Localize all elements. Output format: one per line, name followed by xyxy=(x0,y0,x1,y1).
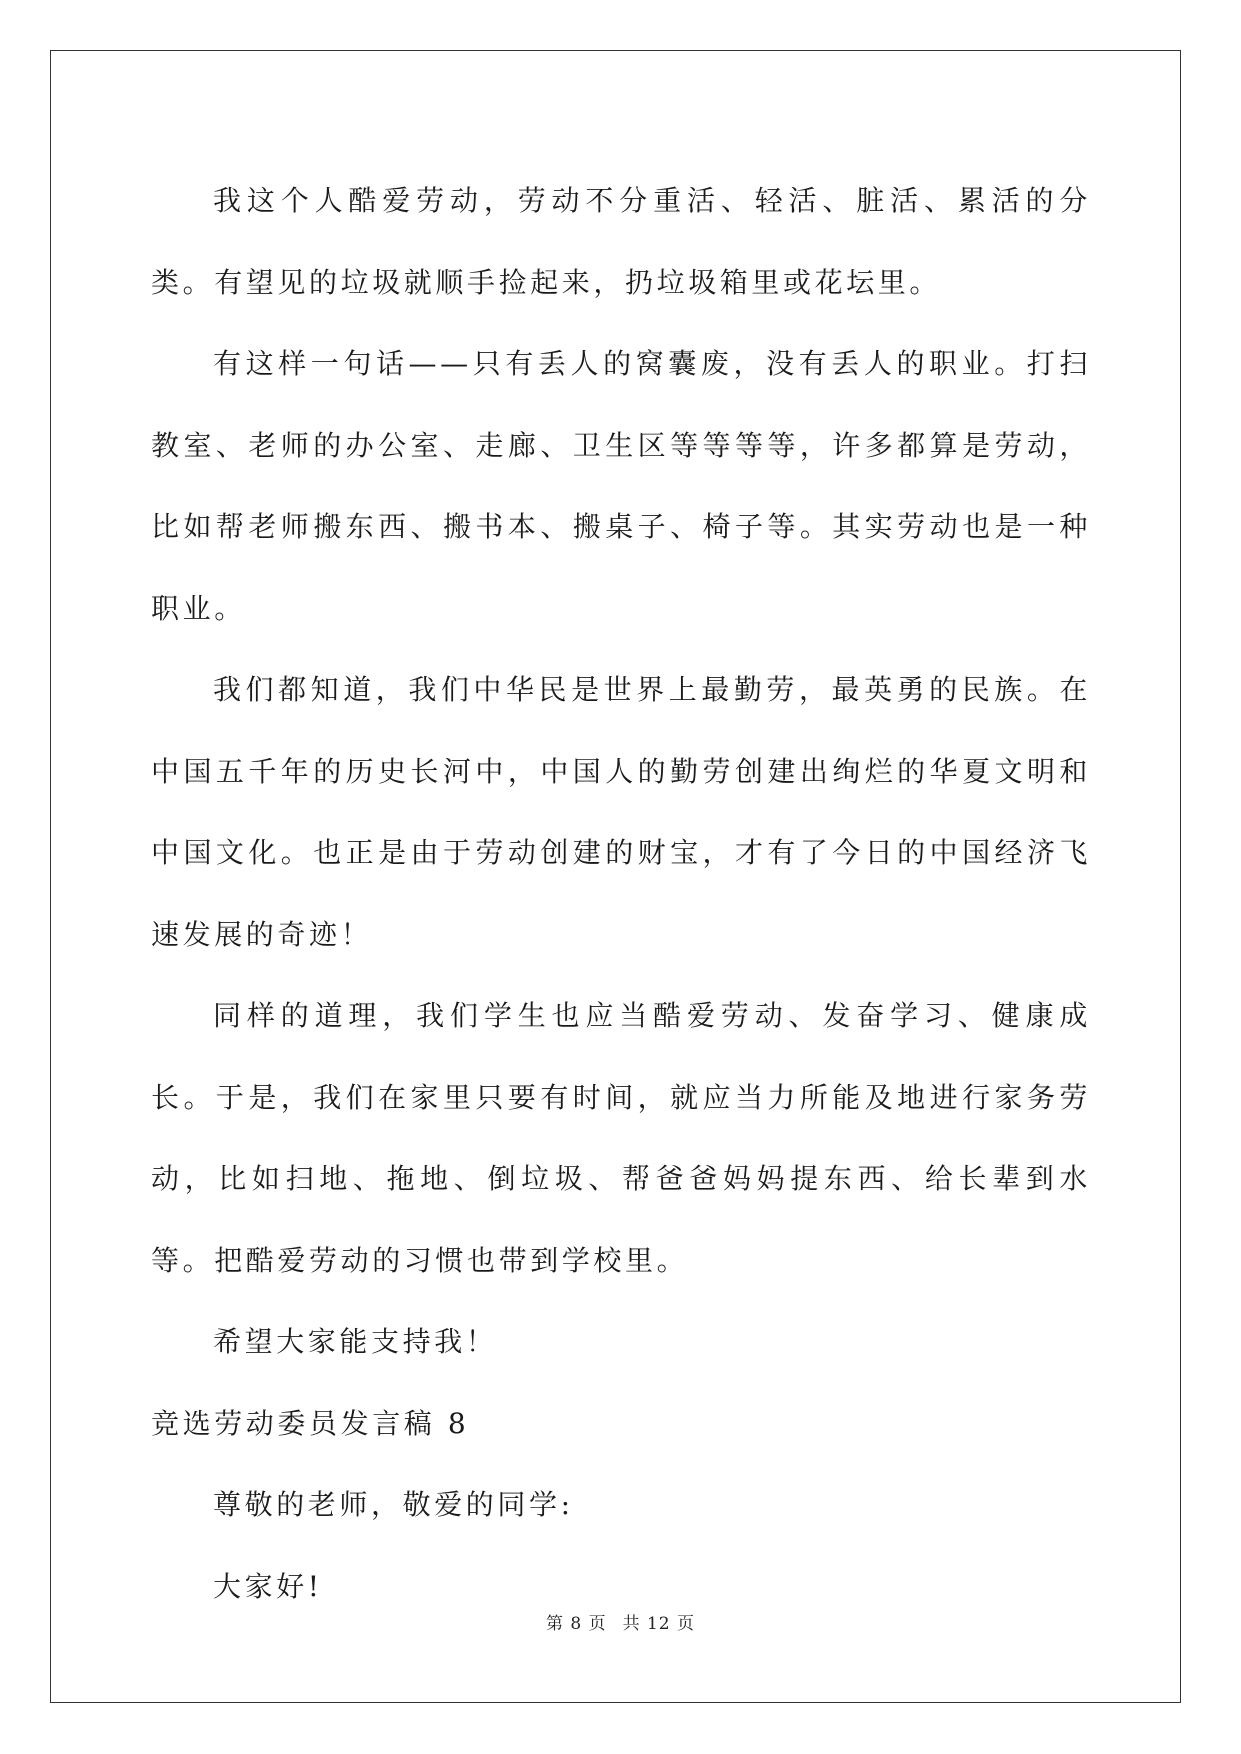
greeting: 大家好! xyxy=(213,1569,323,1603)
paragraph-chinese-diligence: 我们都知道，我们中华民是世界上最勤劳，最英勇的民族。在中国五千年的历史长河中，中国人的勤劳创建出绚烂的华夏文明和中国文化。也正是由于劳动创建的财宝，才有了今日的中国经济飞速发展的奇迹！ xyxy=(151,673,1091,951)
paragraph-students-labor: 同样的道理，我们学生也应当酷爱劳动、发奋学习、健康成长。于是，我们在家里只要有时间，就应当力所能及地进行家务劳动，比如扫地、拖地、倒垃圾、帮爸爸妈妈提东西、给长辈到水等。把酷爱劳动的习惯也带到学校里。 xyxy=(151,999,1091,1277)
paragraph-love-labor: 我这个人酷爱劳动，劳动不分重活、轻活、脏活、累活的分类。有望见的垃圾就顺手捡起来，扔垃圾箱里或花坛里。 xyxy=(151,184,1091,299)
paragraph-no-shameful-job: 有这样一句话——只有丢人的窝囊废，没有丢人的职业。打扫教室、老师的办公室、走廊、卫生区等等等等，许多都算是劳动，比如帮老师搬东西、搬书本、搬桌子、椅子等。其实劳动也是一种职业。 xyxy=(151,347,1091,625)
page-footer xyxy=(0,1609,1241,1634)
document-body xyxy=(151,160,1091,1627)
current-page-number: 第 8 页 xyxy=(545,1614,607,1634)
total-pages: 共 12 页 xyxy=(622,1614,696,1634)
salutation: 尊敬的老师，敬爱的同学: xyxy=(213,1488,574,1521)
paragraph-support-request: 希望大家能支持我！ xyxy=(213,1325,498,1358)
section-heading: 竞选劳动委员发言稿 8 xyxy=(151,1406,470,1440)
